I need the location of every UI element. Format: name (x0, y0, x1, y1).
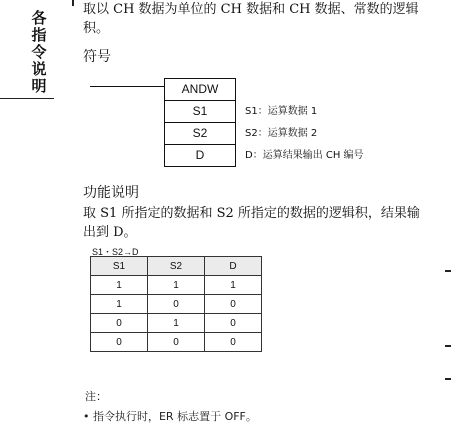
table-cell: 0 (205, 314, 262, 333)
table-cell: 0 (205, 333, 262, 352)
side-tab-char: 明 (31, 77, 47, 95)
operand-desc-s1: S1：运算数据 1 (245, 106, 318, 117)
truth-table-header: S2 (148, 257, 205, 276)
table-cell: 0 (205, 295, 262, 314)
side-tab-divider (0, 98, 54, 99)
margin-mark (445, 345, 451, 347)
table-cell: 0 (91, 333, 148, 352)
side-tab-char: 指 (31, 26, 47, 44)
ladder-instruction-name: ANDW (165, 79, 235, 101)
table-cell: 0 (91, 314, 148, 333)
table-row (91, 295, 262, 314)
table-cell: 1 (148, 276, 205, 295)
truth-table-header-row (91, 257, 262, 276)
operand-desc-d: D：运算结果输出 CH 编号 (245, 150, 364, 161)
margin-mark (445, 270, 451, 272)
symbol-heading: 符号 (83, 49, 111, 65)
side-tab-char: 令 (31, 43, 47, 61)
ladder-input-wire (90, 86, 165, 87)
logic-formula: S1・S2→D (92, 247, 139, 257)
side-tab (28, 10, 50, 95)
note-label: 注： (85, 390, 107, 403)
table-cell: 1 (205, 276, 262, 295)
table-row (91, 276, 262, 295)
truth-table-header: S1 (91, 257, 148, 276)
side-tab-char: 各 (31, 9, 47, 27)
table-cell: 1 (91, 276, 148, 295)
ladder-operand-s1: S1 (165, 101, 235, 123)
table-cell: 0 (148, 295, 205, 314)
table-cell: 1 (91, 295, 148, 314)
ladder-operand-s2: S2 (165, 123, 235, 145)
intro-paragraph: 取以 CH 数据为单位的 CH 数据和 CH 数据、常数的逻辑积。 (83, 2, 419, 36)
margin-mark (445, 378, 451, 380)
note-first-line: • 指令执行时，ER 标志置于 OFF。 (83, 410, 257, 423)
operand-desc-s2: S2：运算数据 2 (245, 128, 318, 139)
table-cell: 1 (148, 314, 205, 333)
table-row (91, 333, 262, 352)
table-row (91, 314, 262, 333)
function-paragraph: 取 S1 所指定的数据和 S2 所指定的数据的逻辑积，结果输出到 D。 (83, 206, 420, 240)
table-cell: 0 (148, 333, 205, 352)
column-marker (72, 0, 74, 6)
truth-table-header: D (205, 257, 262, 276)
side-tab-char: 说 (31, 60, 47, 78)
ladder-symbol-block (164, 78, 236, 167)
ladder-operand-d: D (195, 148, 205, 162)
function-heading: 功能说明 (83, 185, 139, 201)
truth-table (90, 256, 262, 352)
